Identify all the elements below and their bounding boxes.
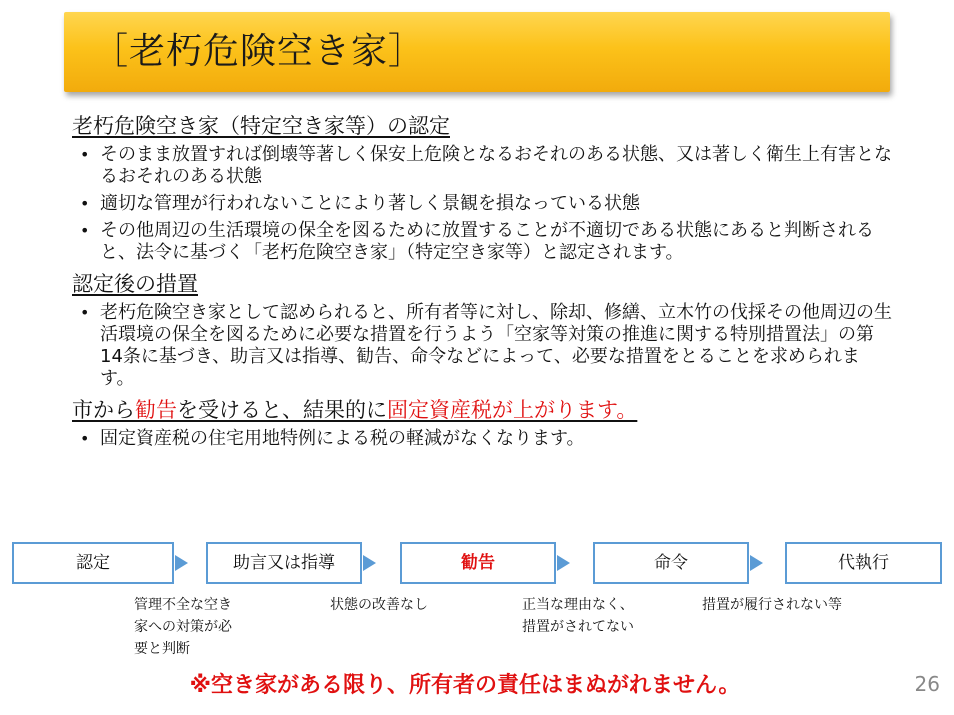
certification-list xyxy=(72,144,892,264)
heading-highlight-recommendation: 勧告 xyxy=(135,398,177,422)
flow-arrow-icon xyxy=(750,555,763,571)
flow-note-judgment: 管理不全な空き 家への対策が必 要と判断 xyxy=(134,597,232,657)
footer-warning: ※空き家がある限り、所有者の責任はまぬがれません。 xyxy=(189,673,741,698)
measures-list xyxy=(72,302,892,390)
title-banner xyxy=(64,12,890,92)
slide-title: ［老朽危険空き家］ xyxy=(92,31,426,72)
process-flow xyxy=(12,542,942,584)
flow-step-certification: 認定 xyxy=(12,542,174,584)
heading-highlight-tax: 固定資産税が上がります。 xyxy=(387,398,638,422)
flow-arrow-icon xyxy=(175,555,188,571)
list-item: • 適切な管理が行われないことにより著しく景観を損なっている状態 xyxy=(100,193,892,215)
flow-note-not-executed: 措置が履行されない等 xyxy=(702,597,842,613)
list-item: • そのまま放置すれば倒壊等著しく保安上危険となるおそれのある状態、又は著しく衛生上有害となるおそれのある状態 xyxy=(100,144,892,188)
flow-note-no-reason: 正当な理由なく、 措置がされてない xyxy=(522,597,634,635)
slide-content xyxy=(72,112,892,456)
section-heading-certification: 老朽危険空き家（特定空き家等）の認定 xyxy=(72,114,450,138)
flow-step-recommendation: 勧告 xyxy=(400,542,556,584)
heading-text: を受けると、結果的に xyxy=(177,398,387,422)
flow-step-guidance: 助言又は指導 xyxy=(206,542,362,584)
list-item: • その他周辺の生活環境の保全を図るために放置することが不適切である状態にあると判断されると、法令に基づく「老朽危険空き家」（特定空き家等）と認定されます。 xyxy=(100,220,892,264)
list-item: • 老朽危険空き家として認められると、所有者等に対し、除却、修繕、立木竹の伐採その他周辺の生活環境の保全を図るために必要な措置を行うよう「空家等対策の推進に関する特別措置法」の第14条に基づき、助言又は指導、勧告、命令などによって、必要な措置をとることを求められます。 xyxy=(100,302,892,390)
flow-arrow-icon xyxy=(557,555,570,571)
flow-step-order: 命令 xyxy=(593,542,749,584)
page-number: 26 xyxy=(914,672,940,696)
tax-list xyxy=(72,428,892,450)
list-item: • 固定資産税の住宅用地特例による税の軽減がなくなります。 xyxy=(100,428,892,450)
flow-arrow-icon xyxy=(363,555,376,571)
flow-step-execution: 代執行 xyxy=(785,542,942,584)
section-heading-measures: 認定後の措置 xyxy=(72,272,198,296)
section-heading-tax xyxy=(72,396,892,424)
heading-text: 市から xyxy=(72,398,135,422)
flow-note-no-improvement: 状態の改善なし xyxy=(330,597,428,613)
